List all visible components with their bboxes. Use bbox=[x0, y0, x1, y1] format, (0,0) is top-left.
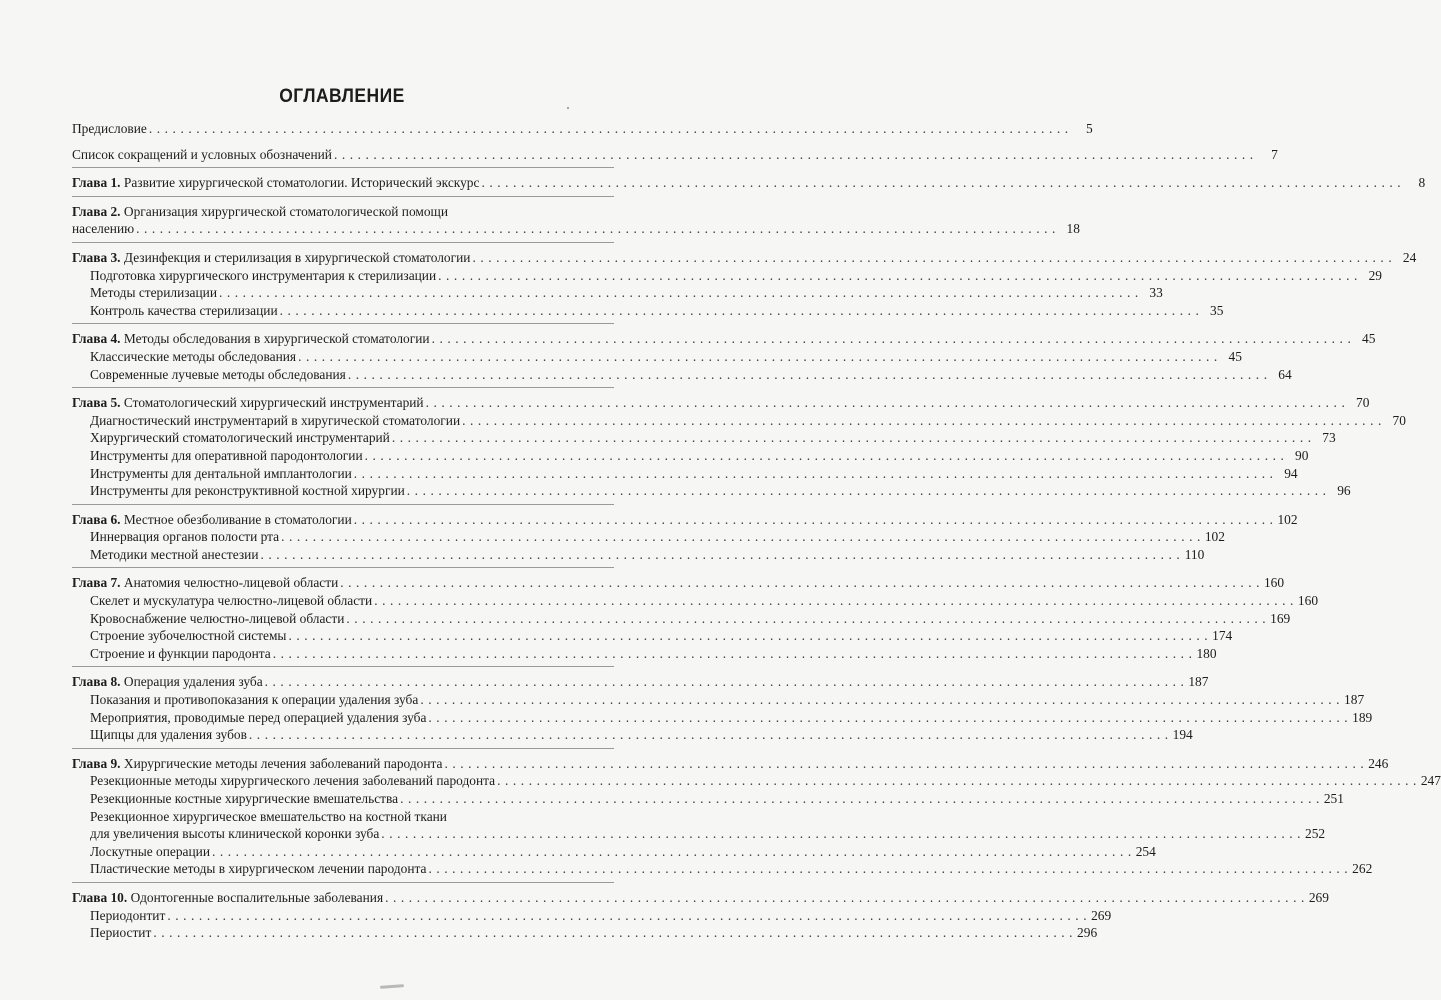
chapter-heading[interactable] bbox=[72, 394, 1370, 412]
section-label: Инструменты для дентальной имплантологии bbox=[90, 465, 352, 481]
section-entry[interactable] bbox=[72, 691, 1365, 709]
section-entry[interactable] bbox=[72, 482, 1351, 500]
leader-dots bbox=[346, 610, 1266, 628]
toc-page: 187 bbox=[1344, 692, 1365, 708]
section-label: Показания и противопоказания к операции удаления зуба bbox=[90, 692, 419, 708]
chapter-heading[interactable] bbox=[72, 330, 1376, 348]
section-label: Инструменты для реконструктивной костной хирургии bbox=[90, 483, 405, 499]
leader-dots bbox=[219, 284, 1139, 302]
toc-page: 35 bbox=[1210, 302, 1224, 318]
section-label: Периостит bbox=[90, 925, 152, 941]
chapter-number: Глава 10. bbox=[72, 889, 128, 905]
leader-dots bbox=[420, 691, 1340, 709]
leader-dots bbox=[426, 394, 1346, 412]
toc-page: 254 bbox=[1135, 843, 1156, 859]
toc-page: 246 bbox=[1368, 755, 1389, 771]
toc-page: 269 bbox=[1091, 907, 1112, 923]
leader-dots bbox=[212, 843, 1132, 861]
toc-page: 94 bbox=[1284, 465, 1298, 481]
toc-page: 160 bbox=[1297, 593, 1319, 609]
chapter-label bbox=[72, 330, 430, 348]
section-label: Строение и функции пародонта bbox=[90, 645, 271, 661]
chapter-title: Организация хирургической стоматологической помощи bbox=[123, 203, 449, 219]
section-entry[interactable] bbox=[72, 284, 1163, 302]
leader-dots bbox=[348, 366, 1268, 384]
section-entry[interactable] bbox=[72, 465, 1298, 483]
chapter-heading[interactable] bbox=[72, 203, 614, 221]
leader-dots bbox=[462, 412, 1382, 430]
section-label: Иннервация органов полости рта bbox=[90, 529, 280, 545]
leader-dots bbox=[298, 348, 1218, 366]
leader-dots bbox=[374, 592, 1294, 610]
scan-smudge bbox=[380, 984, 404, 989]
toc-page: 180 bbox=[1196, 645, 1217, 661]
section-entry[interactable] bbox=[72, 528, 1225, 546]
toc-page: 194 bbox=[1172, 727, 1193, 743]
section-label-cont: для увеличения высоты клинической коронки зуба bbox=[90, 826, 380, 842]
section-entry[interactable] bbox=[72, 429, 1336, 447]
chapter-heading[interactable] bbox=[72, 249, 1417, 267]
leader-dots bbox=[381, 825, 1301, 843]
leader-dots bbox=[438, 267, 1358, 285]
toc-page: 96 bbox=[1337, 483, 1351, 499]
section-label: Контроль качества стерилизации bbox=[90, 302, 278, 318]
toc-page: 296 bbox=[1077, 925, 1098, 941]
leader-dots bbox=[249, 726, 1169, 744]
section-entry[interactable] bbox=[72, 348, 1242, 366]
section-entry[interactable] bbox=[72, 302, 1224, 320]
section-entry[interactable] bbox=[72, 592, 1319, 610]
section-label: Резекционные костные хирургические вмешательства bbox=[90, 791, 399, 806]
leader-dots bbox=[481, 174, 1401, 192]
toc-page: 24 bbox=[1402, 249, 1417, 265]
toc-page: 45 bbox=[1362, 331, 1376, 347]
chapter-number: Глава 7. bbox=[72, 575, 121, 591]
leader-dots bbox=[153, 924, 1073, 942]
leader-dots bbox=[428, 860, 1348, 878]
chapter-heading[interactable] bbox=[72, 174, 1426, 192]
page-title: ОГЛАВЛЕНИЕ bbox=[279, 86, 405, 107]
toc-page: 5 bbox=[1085, 121, 1093, 136]
section-label: Методики местной анестезии bbox=[90, 546, 259, 562]
leader-dots bbox=[288, 627, 1208, 645]
toc-page: 7 bbox=[1271, 146, 1278, 162]
chapter-title: Анатомия челюстно-лицевой области bbox=[123, 575, 339, 591]
chapter-title: Местное обезболивание в стоматологии bbox=[123, 511, 352, 527]
toc-page: 251 bbox=[1323, 791, 1344, 806]
leader-dots bbox=[365, 447, 1285, 465]
divider bbox=[72, 387, 614, 388]
toc-entry-abbreviations[interactable] bbox=[72, 146, 1278, 164]
leader-dots bbox=[392, 429, 1312, 447]
toc-page: 262 bbox=[1352, 861, 1373, 877]
leader-dots bbox=[136, 220, 1056, 238]
section-entry[interactable] bbox=[72, 412, 1406, 430]
divider bbox=[72, 242, 614, 243]
leader-dots bbox=[167, 907, 1087, 925]
chapter-title: Методы обследования в хирургической стоматологии bbox=[123, 331, 430, 347]
toc-page: 160 bbox=[1263, 575, 1285, 591]
toc-page: 247 bbox=[1420, 773, 1441, 789]
leader-dots bbox=[265, 673, 1185, 691]
section-entry[interactable] bbox=[72, 447, 1309, 465]
chapter-title-cont: населению bbox=[72, 221, 135, 237]
section-label: Классические методы обследования bbox=[90, 348, 297, 364]
leader-dots bbox=[281, 528, 1201, 546]
leader-dots bbox=[354, 465, 1274, 483]
chapter-heading[interactable] bbox=[72, 755, 1389, 773]
section-label: Кровоснабжение челюстно-лицевой области bbox=[90, 610, 345, 626]
section-label: Резекционные методы хирургического лечения заболеваний пародонта bbox=[90, 773, 496, 789]
leader-dots bbox=[273, 645, 1193, 663]
chapter-number: Глава 3. bbox=[72, 249, 121, 265]
section-entry[interactable] bbox=[72, 790, 1344, 808]
toc-page: 73 bbox=[1322, 430, 1336, 446]
toc-page: 45 bbox=[1228, 348, 1242, 364]
toc-page: 169 bbox=[1270, 610, 1291, 626]
chapter-number: Глава 5. bbox=[72, 395, 121, 411]
leader-dots bbox=[385, 889, 1305, 907]
section-label: Диагностический инструментарий в хиругической стоматологии bbox=[90, 412, 461, 428]
chapter-number: Глава 1. bbox=[72, 175, 121, 191]
divider bbox=[72, 196, 614, 197]
chapter-title: Операция удаления зуба bbox=[123, 674, 263, 690]
divider bbox=[72, 567, 614, 568]
chapter-label bbox=[72, 889, 383, 907]
chapter-label bbox=[72, 574, 338, 592]
section-entry-cont[interactable] bbox=[72, 825, 1326, 843]
section-label: Периодонтит bbox=[90, 907, 166, 923]
divider bbox=[72, 323, 614, 324]
table-of-contents bbox=[72, 120, 1441, 942]
chapter-heading-cont[interactable] bbox=[72, 220, 1080, 238]
toc-page: 102 bbox=[1277, 511, 1298, 527]
toc-page: 90 bbox=[1295, 447, 1309, 463]
chapter-number: Глава 4. bbox=[72, 331, 121, 347]
toc-page: 70 bbox=[1392, 412, 1406, 428]
chapter-number: Глава 2. bbox=[72, 203, 121, 219]
section-label: Мероприятия, проводимые перед операцией удаления зуба bbox=[90, 709, 427, 725]
toc-label: Предисловие bbox=[72, 121, 147, 136]
chapter-number: Глава 8. bbox=[72, 674, 121, 690]
chapter-heading[interactable] bbox=[72, 574, 1285, 592]
section-entry[interactable] bbox=[72, 843, 1156, 861]
leader-dots bbox=[354, 511, 1274, 529]
leader-dots bbox=[472, 249, 1392, 267]
toc-page: 174 bbox=[1212, 628, 1233, 644]
chapter-list bbox=[72, 174, 1441, 942]
section-entry[interactable] bbox=[72, 366, 1292, 384]
divider bbox=[72, 666, 614, 667]
leader-dots bbox=[428, 709, 1348, 727]
chapter-label bbox=[72, 755, 442, 773]
toc-entry-preface[interactable] bbox=[72, 120, 1093, 138]
section-entry[interactable] bbox=[72, 709, 1373, 727]
chapter-title: Развитие хирургической стоматологии. Исторический экскурс bbox=[123, 175, 480, 191]
toc-page: 110 bbox=[1184, 546, 1205, 562]
chapter-label bbox=[72, 249, 470, 267]
section-entry[interactable]: Резекционное хирургическое вмешательство на костной ткани bbox=[90, 808, 447, 824]
toc-label: Список сокращений и условных обозначений bbox=[72, 146, 332, 162]
toc-page: 102 bbox=[1204, 529, 1225, 545]
section-entry[interactable] bbox=[72, 772, 1441, 790]
leader-dots bbox=[261, 546, 1181, 564]
section-label: Скелет и мускулатура челюстно-лицевой области bbox=[90, 593, 373, 609]
toc-page: 189 bbox=[1352, 709, 1373, 725]
chapter-label bbox=[72, 511, 352, 529]
section-entry[interactable] bbox=[72, 924, 1098, 942]
leader-dots bbox=[497, 772, 1417, 790]
section-label: Современные лучевые методы обследования bbox=[90, 366, 346, 382]
chapter-title: Одонтогенные воспалительные заболевания bbox=[130, 889, 384, 905]
chapter-label bbox=[72, 673, 263, 691]
section-entry[interactable] bbox=[72, 627, 1233, 645]
leader-dots bbox=[407, 482, 1327, 500]
section-entry[interactable] bbox=[72, 267, 1382, 285]
toc-page: 252 bbox=[1305, 826, 1326, 842]
toc-page: 33 bbox=[1149, 285, 1163, 301]
leader-dots bbox=[340, 574, 1260, 592]
leader-dots bbox=[444, 755, 1364, 773]
divider bbox=[72, 504, 614, 505]
toc-page: 8 bbox=[1418, 175, 1426, 191]
leader-dots bbox=[334, 146, 1254, 164]
leader-dots bbox=[280, 302, 1200, 320]
leader-dots bbox=[400, 790, 1320, 808]
leader-dots bbox=[149, 120, 1069, 138]
toc-page: 187 bbox=[1188, 674, 1209, 690]
chapter-number: Глава 6. bbox=[72, 511, 121, 527]
divider bbox=[72, 167, 614, 168]
toc-page: 64 bbox=[1278, 366, 1292, 382]
toc-page: 70 bbox=[1356, 395, 1370, 411]
chapter-heading[interactable] bbox=[72, 889, 1329, 907]
section-label: Пластические методы в хирургическом лечении пародонта bbox=[90, 861, 427, 877]
section-entry[interactable] bbox=[72, 726, 1193, 744]
toc-page: 18 bbox=[1066, 221, 1080, 237]
section-label: Строение зубочелюстной системы bbox=[90, 628, 287, 644]
section-label: Методы стерилизации bbox=[90, 285, 217, 301]
section-label: Щипцы для удаления зубов bbox=[90, 727, 247, 743]
divider bbox=[72, 748, 614, 749]
chapter-title: Стоматологический хирургический инструментарий bbox=[123, 395, 424, 411]
chapter-title: Дезинфекция и стерилизация в хирургической стоматологии bbox=[123, 249, 471, 265]
section-label: Подготовка хирургического инструментария к стерилизации bbox=[90, 267, 437, 283]
section-label: Хирургический стоматологический инструментарий bbox=[90, 430, 390, 446]
section-entry[interactable] bbox=[72, 546, 1205, 564]
chapter-heading[interactable] bbox=[72, 511, 1298, 529]
section-entry[interactable] bbox=[72, 645, 1217, 663]
section-label: Инструменты для оперативной пародонтологии bbox=[90, 447, 363, 463]
toc-page: 269 bbox=[1308, 889, 1329, 905]
section-entry[interactable] bbox=[72, 610, 1291, 628]
chapter-title: Хирургические методы лечения заболеваний пародонта bbox=[123, 755, 443, 771]
divider bbox=[72, 882, 614, 883]
chapter-label bbox=[72, 394, 424, 412]
section-entry[interactable] bbox=[72, 907, 1112, 925]
chapter-heading[interactable] bbox=[72, 673, 1209, 691]
leader-dots bbox=[432, 330, 1352, 348]
toc-page: 29 bbox=[1368, 267, 1382, 283]
chapter-number: Глава 9. bbox=[72, 755, 121, 771]
chapter-label bbox=[72, 174, 479, 192]
section-label: Лоскутные операции bbox=[90, 843, 210, 859]
section-entry[interactable] bbox=[72, 860, 1373, 878]
